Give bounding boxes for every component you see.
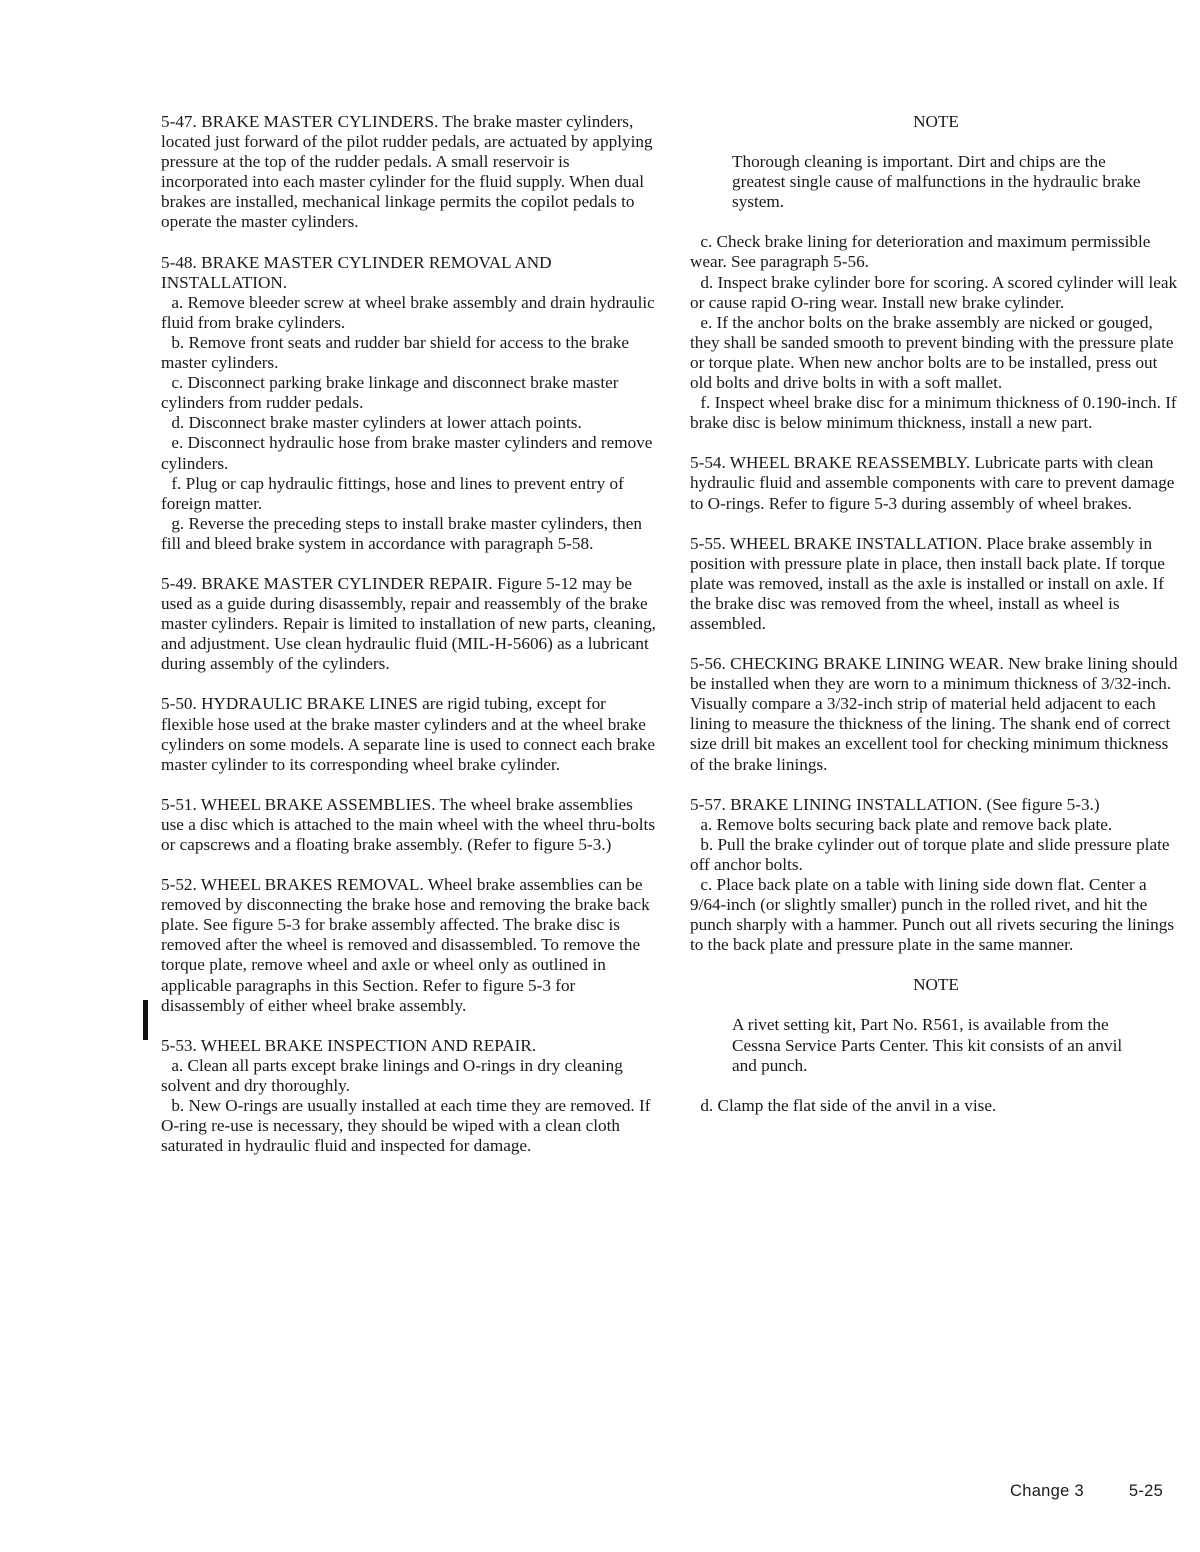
note-text: Thorough cleaning is important. Dirt and chips are the greatest single cause of malfunctions in the hydraulic brake system. — [732, 152, 1141, 212]
section-5-57 — [690, 795, 1182, 956]
section-5-53-continued — [690, 232, 1182, 433]
step-5-48-e: e. Disconnect hydraulic hose from brake master cylinders and remove cylinders. — [161, 433, 653, 473]
left-column — [161, 112, 656, 1176]
change-number: Change 3 — [1010, 1482, 1084, 1500]
step-5-48-c: c. Disconnect parking brake linkage and disconnect brake master cylinders from rudder pedals. — [161, 373, 619, 413]
paragraph-5-52: 5-52. WHEEL BRAKES REMOVAL. Wheel brake assemblies can be removed by disconnecting the brake hose and removing the brake back plate. See figure 5-3 for brake assembly affected. The brake disc is removed after the wheel is removed and disassembled. To remove the torque plate, remove wheel and axle or wheel only as outlined in applicable paragraphs in this Section. Refer to figure 5-3 for disassembly of either wheel brake assembly. — [161, 875, 650, 1015]
step-5-57-c: c. Place back plate on a table with lining side down flat. Center a 9/64-inch (or slightly smaller) punch in the rolled rivet, and hit the punch sharply with a hammer. Punch out all rivets securing the linings to the back plate and pressure plate in the same manner. — [690, 875, 1175, 955]
heading-5-53: 5-53. WHEEL BRAKE INSPECTION AND REPAIR. — [161, 1035, 537, 1055]
paragraph-5-49: 5-49. BRAKE MASTER CYLINDER REPAIR. Figure 5-12 may be used as a guide during disassembly, repair and reassembly of the brake master cylinders. Repair is limited to installation of new parts, cleaning, and adjustment. Use clean hydraulic fluid (MIL-H-5606) as a lubricant during assembly of the cylinders. — [161, 573, 656, 674]
step-5-48-b: b. Remove front seats and rudder bar shield for access to the brake master cylinders. — [161, 332, 630, 373]
step-5-53-d: d. Inspect brake cylinder bore for scoring. A scored cylinder will leak or cause rapid O-ring wear. Install new brake cylinder. — [690, 272, 1178, 312]
note-text-2: A rivet setting kit, Part No. R561, is available from the Cessna Service Parts Center. This kit consists of an anvil and punch. — [732, 1015, 1123, 1075]
step-5-53-a: a. Clean all parts except brake linings and O-rings in dry cleaning solvent and dry thoroughly. — [161, 1055, 623, 1095]
paragraph-5-54: 5-54. WHEEL BRAKE REASSEMBLY. Lubricate parts with clean hydraulic fluid and assemble components with care to prevent damage to O-rings. Refer to figure 5-3 during assembly of wheel brakes. — [690, 453, 1175, 513]
page-footer — [1010, 1481, 1163, 1501]
section-5-48 — [161, 253, 656, 554]
note-label: NOTE — [913, 112, 959, 131]
paragraph-5-50: 5-50. HYDRAULIC BRAKE LINES are rigid tubing, except for flexible hose used at the brake master cylinders and at the wheel brake cylinders on some models. A separate line is used to connect each brake master cylinder to its corresponding wheel brake cylinder. — [161, 694, 655, 774]
step-5-53-b: b. New O-rings are usually installed at each time they are removed. If O-ring re-use is necessary, they should be wiped with a clean cloth saturated in hydraulic fluid and inspected for damage. — [161, 1096, 651, 1156]
heading-5-57: 5-57. BRAKE LINING INSTALLATION. (See figure 5-3.) — [690, 794, 1100, 814]
right-column — [690, 112, 1182, 1116]
step-5-57-a: a. Remove bolts securing back plate and remove back plate. — [700, 814, 1113, 834]
paragraph-5-56: 5-56. CHECKING BRAKE LINING WEAR. New brake lining should be installed when they are worn to a minimum thickness of 3/32-inch. Visually compare a 3/32-inch strip of material held adjacent to each lining to measure the thickness of the lining. The shank end of correct size drill bit makes an excellent tool for checking minimum thickness of the brake linings. — [690, 654, 1178, 774]
step-5-53-f: f. Inspect wheel brake disc for a minimum thickness of 0.190-inch. If brake disc is below minimum thickness, install a new part. — [690, 393, 1177, 433]
step-5-48-g: g. Reverse the preceding steps to install brake master cylinders, then fill and bleed brake system in accordance with paragraph 5-58. — [161, 513, 642, 553]
step-5-57-d: d. Clamp the flat side of the anvil in a vise. — [700, 1095, 997, 1115]
step-5-57-b: b. Pull the brake cylinder out of torque plate and slide pressure plate off anchor bolts. — [690, 834, 1170, 874]
section-5-53 — [161, 1036, 656, 1157]
change-bar — [143, 1000, 148, 1040]
step-5-48-f: f. Plug or cap hydraulic fittings, hose and lines to prevent entry of foreign matter. — [161, 473, 624, 513]
paragraph-5-55: 5-55. WHEEL BRAKE INSTALLATION. Place brake assembly in position with pressure plate in place, then install back plate. If torque plate was removed, install as the axle is installed or install on axle. If the brake disc was removed from the wheel, install as wheel is assembled. — [690, 533, 1165, 633]
step-5-48-a: a. Remove bleeder screw at wheel brake assembly and drain hydraulic fluid from brake cylinders. — [161, 292, 655, 332]
paragraph-5-47: 5-47. BRAKE MASTER CYLINDERS. The brake master cylinders, located just forward of the pilot rudder pedals, are actuated by applying pressure at the top of the rudder pedals. A small reservoir is incorporated into each master cylinder for the fluid supply. When dual brakes are installed, mechanical linkage permits the copilot pedals to operate the master cylinders. — [161, 112, 653, 232]
heading-5-48: 5-48. BRAKE MASTER CYLINDER REMOVAL AND INSTALLATION. — [161, 252, 552, 292]
paragraph-5-51: 5-51. WHEEL BRAKE ASSEMBLIES. The wheel brake assemblies use a disc which is attached to the main wheel with the wheel thru-bolts or capscrews and a floating brake assembly. (Refer to figure 5-3.) — [161, 794, 656, 854]
page-number: 5-25 — [1128, 1482, 1164, 1500]
note-label-2: NOTE — [913, 975, 959, 995]
step-5-53-c: c. Check brake lining for deterioration and maximum permissible wear. See paragraph 5-56. — [690, 232, 1151, 272]
step-5-48-d: d. Disconnect brake master cylinders at lower attach points. — [171, 413, 582, 433]
step-5-53-e: e. If the anchor bolts on the brake assembly are nicked or gouged, they shall be sanded smooth to prevent binding with the pressure plate or torque plate. When new anchor bolts are to be installed, press out old bolts and drive bolts in with a soft mallet. — [690, 312, 1174, 393]
